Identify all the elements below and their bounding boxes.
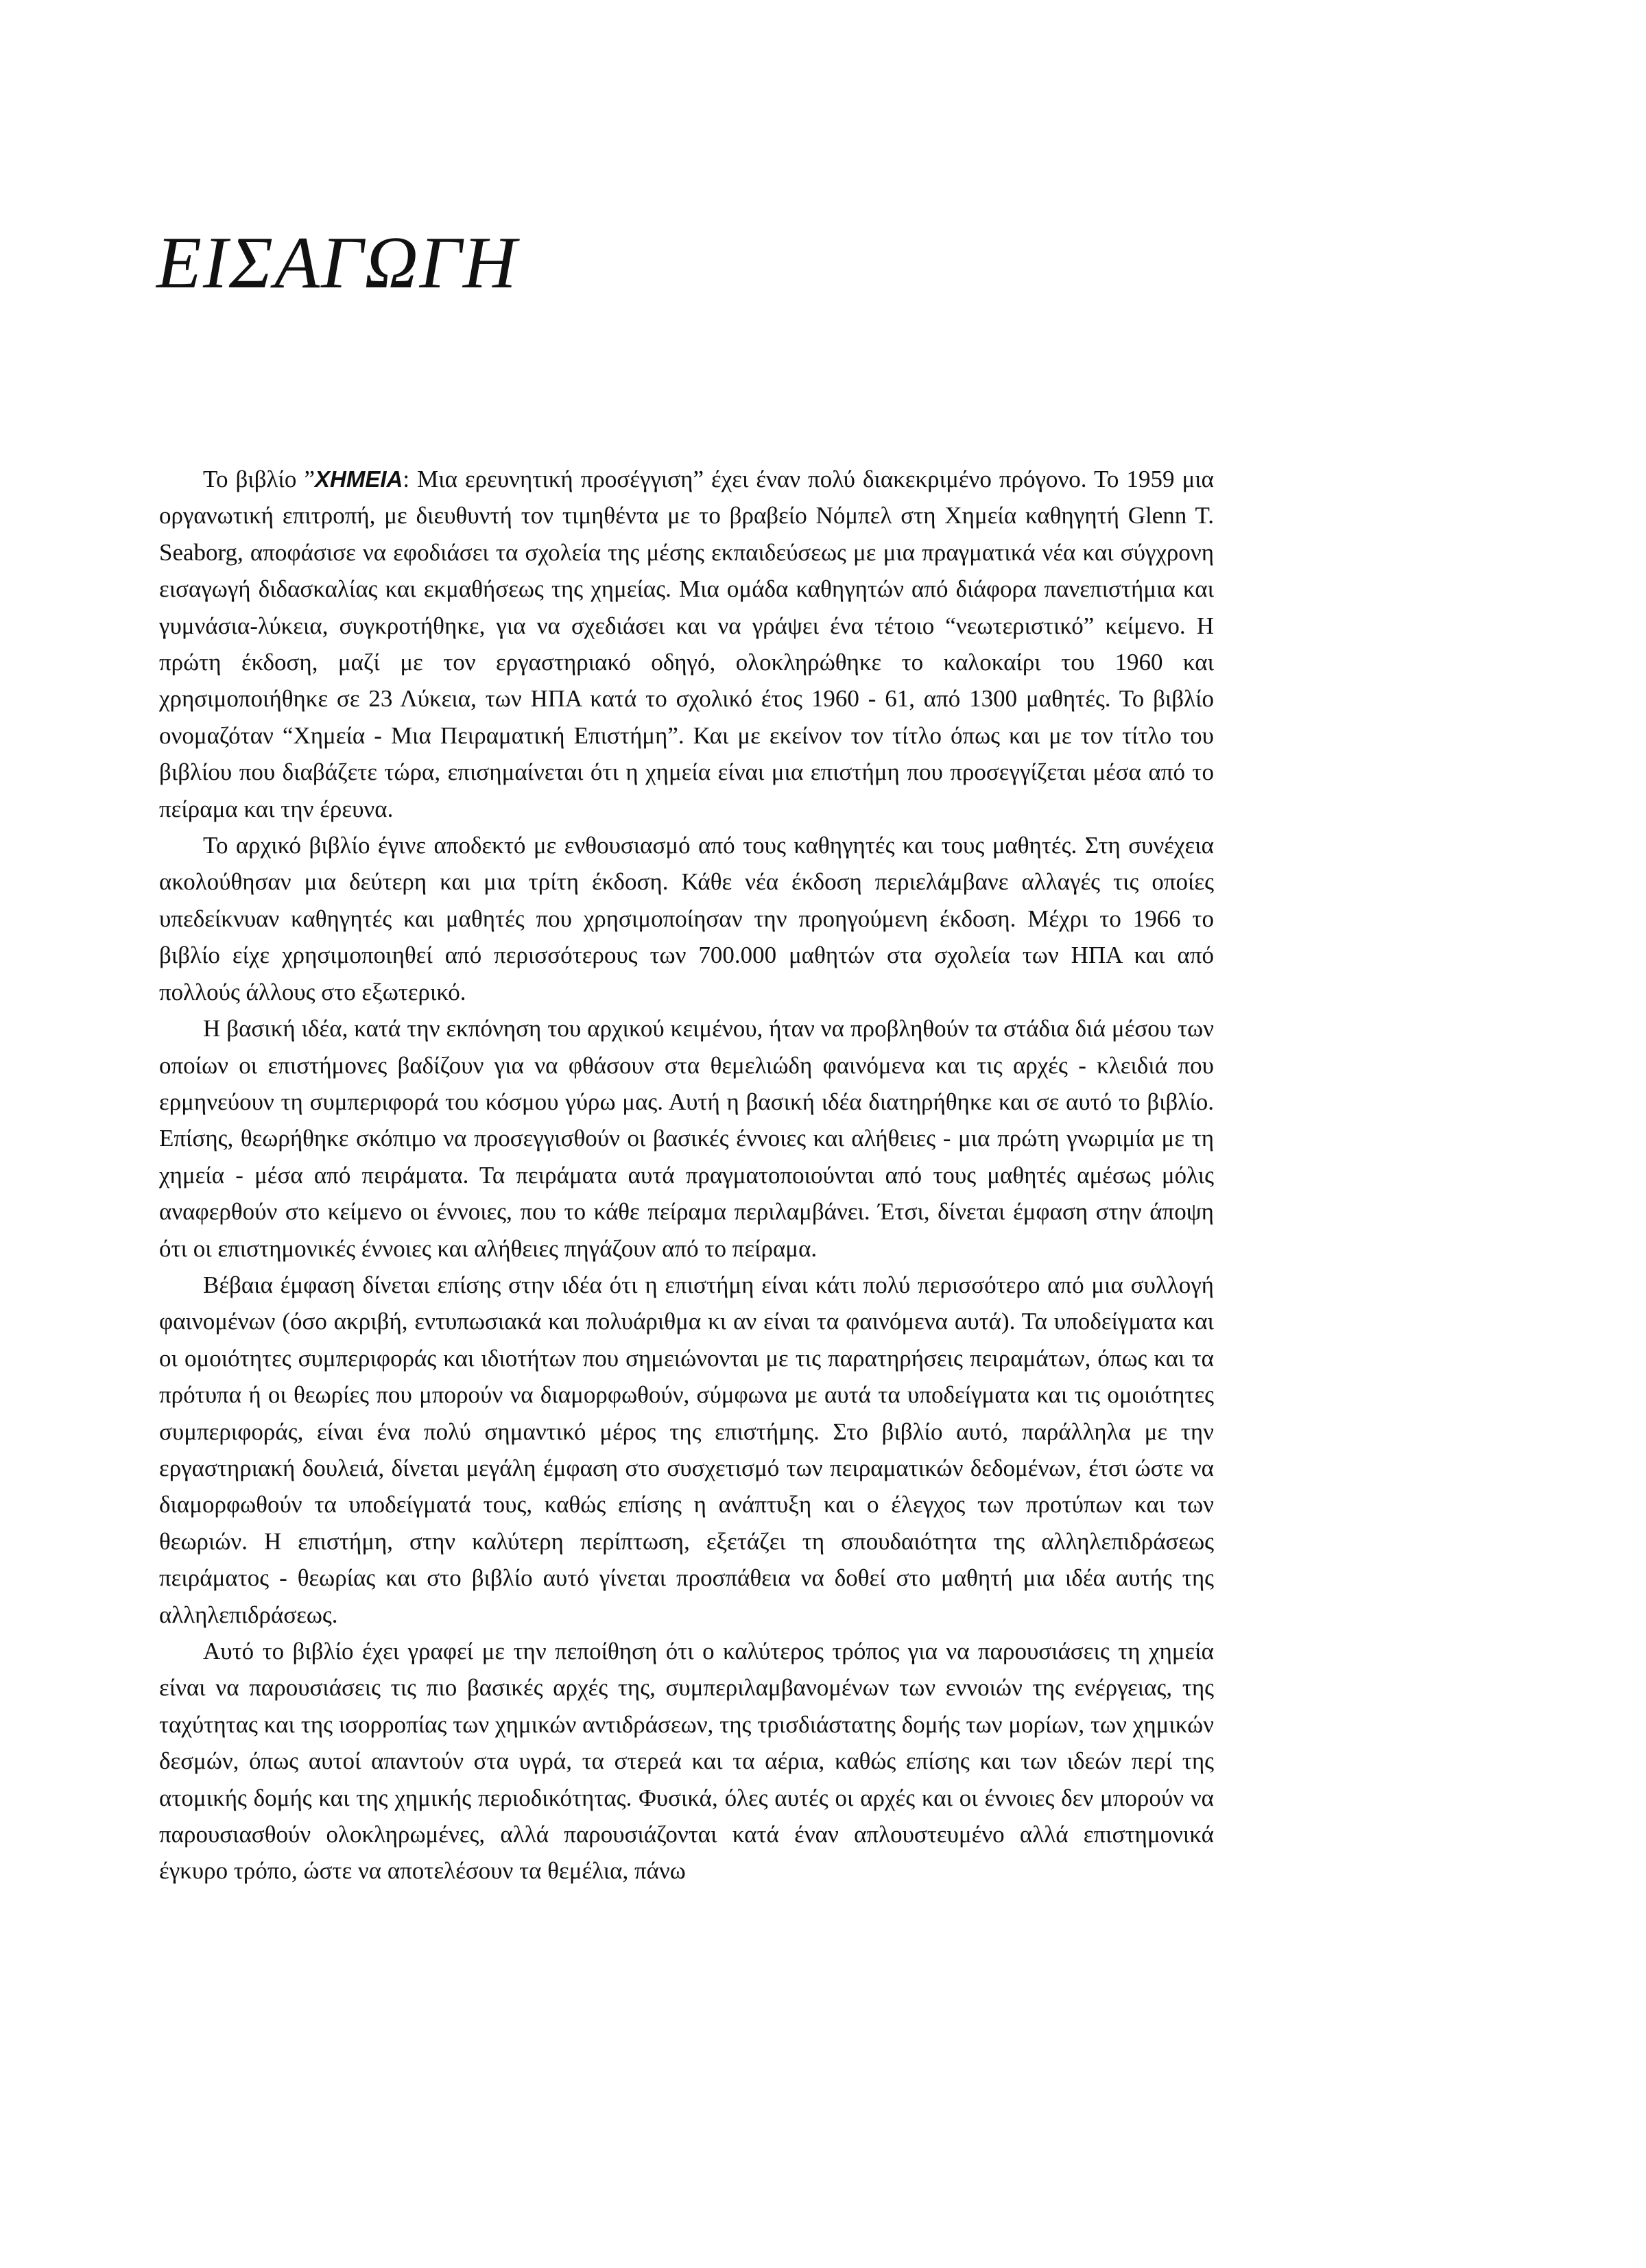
body-text — [159, 461, 1214, 1889]
page-title: ΕΙΣΑΓΩΓΗ — [156, 222, 518, 304]
book-title-brand: ΧΗΜΕΙΑ — [314, 466, 403, 492]
paragraph-3: Η βασική ιδέα, κατά την εκπόνηση του αρχικού κειμένου, ήταν να προβληθούν τα στάδια διά μέσου των οποίων οι επιστήμονες βαδίζουν για να φθάσουν στα θεμελιώδη φαινόμενα και τις αρχές - κλειδιά που ερμηνεύουν τη συμπεριφορά του κόσμου γύρω μας. Αυτή η βασική ιδέα διατηρήθηκε και σε αυτό το βιβλίο. Επίσης, θεωρήθηκε σκόπιμο να προσεγγισθούν οι βασικές έννοιες και αλήθειες - μια πρώτη γνωριμία με τη χημεία - μέσα από πειράματα. Τα πειράματα αυτά πραγματοποιούνται από τους μαθητές αμέσως μόλις αναφερθούν στο κείμενο οι έννοιες, που το κάθε πείραμα περιλαμβάνει. Έτσι, δίνεται έμφαση στην άποψη ότι οι επιστημονικές έννοιες και αλήθειες πηγάζουν από το πείραμα. — [159, 1015, 1214, 1262]
paragraph-1 — [159, 461, 1214, 827]
paragraph-2: Το αρχικό βιβλίο έγινε αποδεκτό με ενθουσιασμό από τους καθηγητές και τους μαθητές. Στη συνέχεια ακολούθησαν μια δεύτερη και μια τρίτη έκδοση. Κάθε νέα έκδοση περιελάμβανε αλλαγές τις οποίες υπεδείκνυαν καθηγητές και μαθητές που χρησιμοποίησαν την προηγούμενη έκδοση. Μέχρι το 1966 το βιβλίο είχε χρησιμοποιηθεί από περισσότερους των 700.000 μαθητών στα σχολεία των ΗΠΑ και από πολλούς άλλους στο εξωτερικό. — [159, 832, 1214, 1005]
paragraph-5: Αυτό το βιβλίο έχει γραφεί με την πεποίθηση ότι ο καλύτερος τρόπος για να παρουσιάσεις τη χημεία είναι να παρουσιάσεις τις πιο βασικές αρχές της, συμπεριλαμβανομένων των εννοιών της ενέργειας, της ταχύτητας και της ισορροπίας των χημικών αντιδράσεων, της τρισδιάστατης δομής των μορίων, των χημικών δεσμών, όπως αυτοί απαντούν στα υγρά, τα στερεά και τα αέρια, καθώς επίσης και των ιδεών περί της ατομικής δομής και της χημικής περιοδικότητας. Φυσικά, όλες αυτές οι αρχές και οι έννοιες δεν μπορούν να παρουσιασθούν ολοκληρωμένες, αλλά παρουσιάζονται κατά έναν απλουστευμένο αλλά επιστημονικά έγκυρο τρόπο, ώστε να αποτελέσουν τα θεμέλια, πάνω — [159, 1638, 1214, 1885]
paragraph-4: Βέβαια έμφαση δίνεται επίσης στην ιδέα ότι η επιστήμη είναι κάτι πολύ περισσότερο από μια συλλογή φαινομένων (όσο ακριβή, εντυπωσιακά και πολυάριθμα κι αν είναι τα φαινόμενα αυτά). Τα υποδείγματα και οι ομοιότητες συμπεριφοράς και ιδιοτήτων που σημειώνονται με τις παρατηρήσεις πειραμάτων, όπως και τα πρότυπα ή οι θεωρίες που μπορούν να διαμορφωθούν, σύμφωνα με αυτά τα υποδείγματα και τις ομοιότητες συμπεριφοράς, είναι ένα πολύ σημαντικό μέρος της επιστήμης. Στο βιβλίο αυτό, παράλληλα με την εργαστηριακή δουλειά, δίνεται μεγάλη έμφαση στο συσχετισμό των πειραματικών δεδομένων, έτσι ώστε να διαμορφωθούν τα υποδείγματά τους, καθώς επίσης η ανάπτυξη και ο έλεγχος των προτύπων και των θεωριών. Η επιστήμη, στην καλύτερη περίπτωση, εξετάζει τη σπουδαιότητα της αλληλεπιδράσεως πειράματος - θεωρίας και στο βιβλίο αυτό γίνεται προσπάθεια να δοθεί στο μαθητή μια ιδέα αυτής της αλληλεπιδράσεως. — [159, 1271, 1214, 1628]
paragraph-1-prefix: Το βιβλίο ” — [203, 466, 315, 492]
paragraph-1-rest: : Μια ερευνητική προσέγγιση” έχει έναν πολύ διακεκριμένο πρόγονο. Το 1959 μια οργανωτική επιτροπή, με διευθυντή τον τιμηθέντα με το βραβείο Νόμπελ στη Χημεία καθηγητή Glenn T. Seaborg, αποφάσισε να εφοδιάσει τα σχολεία της μέσης εκπαιδεύσεως με μια πραγματικά νέα και σύγχρονη εισαγωγή διδασκαλίας και εκμαθήσεως της χημείας. Μια ομάδα καθηγητών από διάφορα πανεπιστήμια και γυμνάσια-λύκεια, συγκροτήθηκε, για να σχεδιάσει και να γράψει ένα τέτοιο “νεωτεριστικό” κείμενο. Η πρώτη έκδοση, μαζί με τον εργαστηριακό οδηγό, ολοκληρώθηκε το καλοκαίρι του 1960 και χρησιμοποιήθηκε σε 23 Λύκεια, των ΗΠΑ κατά το σχολικό έτος 1960 - 61, από 1300 μαθητές. Το βιβλίο ονομαζόταν “Χημεία - Μια Πειραματική Επιστήμη”. Και με εκείνον τον τίτλο όπως και με τον τίτλο του βιβλίου που διαβάζετε τώρα, επισημαίνεται ότι η χημεία είναι μια επιστήμη που προσεγγίζεται μέσα από το πείραμα και την έρευνα. — [159, 466, 1214, 822]
